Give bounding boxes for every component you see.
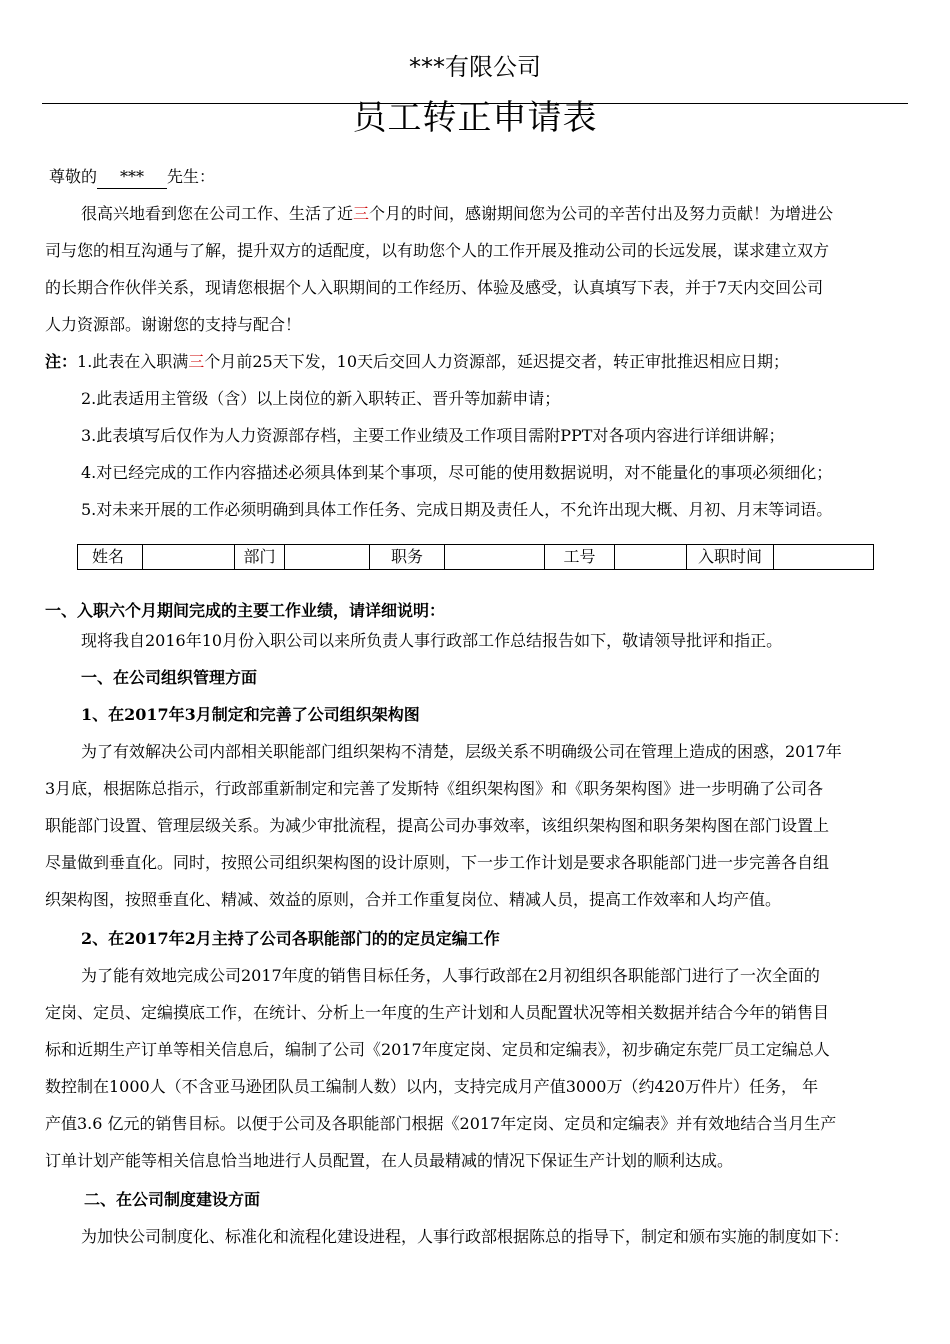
- position-field[interactable]: [445, 545, 545, 570]
- position-label: 职务: [370, 545, 445, 570]
- employee-id-label: 工号: [545, 545, 615, 570]
- greeting-line: [49, 166, 215, 189]
- note-1: [45, 351, 789, 373]
- paragraph-1-line: 职能部门设置、管理层级关系。为减少审批流程，提高公司办事效率，该组织架构图和职务架构图在部门设置上: [45, 816, 830, 835]
- note-5: 5.对未来开展的工作必须明确到具体工作任务、完成日期及责任人，不允许出现大概、月初、月末等词语。: [81, 500, 833, 519]
- recipient-name: ***: [97, 166, 167, 189]
- note-text: 1.此表在入职满: [77, 352, 189, 371]
- paragraph-2-line: 标和近期生产订单等相关信息后，编制了公司《2017年度定岗、定员和定编表》，初步确定东莞厂员工定编总人: [45, 1040, 830, 1059]
- employee-id-field[interactable]: [615, 545, 687, 570]
- paragraph-1-line: 尽量做到垂直化。同时，按照公司组织架构图的设计原则，下一步工作计划是要求各职能部门进一步完善各自组: [45, 853, 830, 872]
- section-1-lead: 现将我自2016年10月份入职公司以来所负责人事行政部工作总结报告如下，敬请领导批评和指正。: [81, 631, 783, 650]
- note-2: 2.此表适用主管级（含）以上岗位的新入职转正、晋升等加薪申请；: [81, 389, 561, 408]
- dept-label: 部门: [235, 545, 285, 570]
- paragraph-2-line: 定岗、定员、定编摸底工作，在统计、分析上一年度的生产计划和人员配置状况等相关数据并结合今年的销售目: [45, 1003, 830, 1022]
- paragraph-2-line: 产值3.6 亿元的销售目标。以便于公司及各职能部门根据《2017年定岗、定员和定编表》并有效地结合当月生产: [45, 1114, 837, 1133]
- employee-info-table: [77, 544, 874, 570]
- name-label: 姓名: [78, 545, 143, 570]
- paragraph-1-line: 织架构图，按照垂直化、精减、效益的原则，合并工作重复岗位、精减人员，提高工作效率和人均产值。: [45, 890, 782, 909]
- item-1-title: 1、在2017年3月制定和完善了公司组织架构图: [81, 705, 420, 724]
- subsection-2-heading: 二、在公司制度建设方面: [84, 1190, 261, 1209]
- item-2-title: 2、在2017年2月主持了公司各职能部门的的定员定编工作: [81, 929, 500, 948]
- paragraph-1-line: 3月底，根据陈总指示，行政部重新制定和完善了发斯特《组织架构图》和《职务架构图》进一步明确了公司各: [45, 779, 824, 798]
- company-name: ***有限公司: [409, 53, 541, 81]
- name-field[interactable]: [143, 545, 235, 570]
- subsection-1-heading: 一、在公司组织管理方面: [81, 668, 258, 687]
- intro-line-3: 的长期合作伙伴关系，现请您根据个人入职期间的工作经历、体验及感受，认真填写下表，并于7天内交回公司: [45, 278, 824, 297]
- intro-text: 很高兴地看到您在公司工作、生活了近: [81, 204, 354, 223]
- note-3: 3.此表填写后仅作为人力资源部存档，主要工作业绩及工作项目需附PPT对各项内容进行详细讲解；: [81, 426, 785, 445]
- notes-label: 注：: [45, 352, 78, 371]
- paragraph-2-line: 数控制在1000人（不含亚马逊团队员工编制人数）以内，支持完成月产值3000万（约420万件片）任务， 年: [45, 1077, 819, 1096]
- paragraph-2-line: 订单计划产能等相关信息恰当地进行人员配置，在人员最精减的情况下保证生产计划的顺利达成。: [45, 1151, 734, 1170]
- greeting-suffix: 先生：: [167, 167, 216, 186]
- greeting-prefix: 尊敬的: [49, 167, 98, 186]
- paragraph-3-line: 为加快公司制度化、标准化和流程化建设进程，人事行政部根据陈总的指导下，制定和颁布实施的制度如下：: [81, 1227, 850, 1246]
- note-text: 个月前25天下发，10天后交回人力资源部，延迟提交者，转正审批推迟相应日期；: [204, 352, 790, 371]
- paragraph-2-line: 为了能有效地完成公司2017年度的销售目标任务，人事行政部在2月初组织各职能部门进行了一次全面的: [81, 966, 820, 985]
- hire-date-label: 入职时间: [687, 545, 774, 570]
- section-1-heading: 一、入职六个月期间完成的主要工作业绩，请详细说明：: [45, 601, 446, 620]
- intro-red-text: 三: [353, 204, 370, 223]
- dept-field[interactable]: [285, 545, 370, 570]
- form-title: 员工转正申请表: [352, 98, 598, 138]
- note-red-text: 三: [188, 352, 205, 371]
- intro-text: 个月的时间，感谢期间您为公司的辛苦付出及努力贡献！为增进公: [369, 204, 834, 223]
- note-4: 4.对已经完成的工作内容描述必须具体到某个事项，尽可能的使用数据说明，对不能量化的事项必须细化；: [81, 463, 833, 482]
- intro-line-2: 司与您的相互沟通与了解，提升双方的适配度，以有助您个人的工作开展及推动公司的长远发展，谋求建立双方: [45, 241, 830, 260]
- intro-line-4: 人力资源部。谢谢您的支持与配合！: [45, 315, 302, 334]
- hire-date-field[interactable]: [774, 545, 874, 570]
- paragraph-1-line: 为了有效解决公司内部相关职能部门组织架构不清楚，层级关系不明确级公司在管理上造成的困惑，2017年: [81, 742, 842, 761]
- intro-line-1: [81, 203, 833, 225]
